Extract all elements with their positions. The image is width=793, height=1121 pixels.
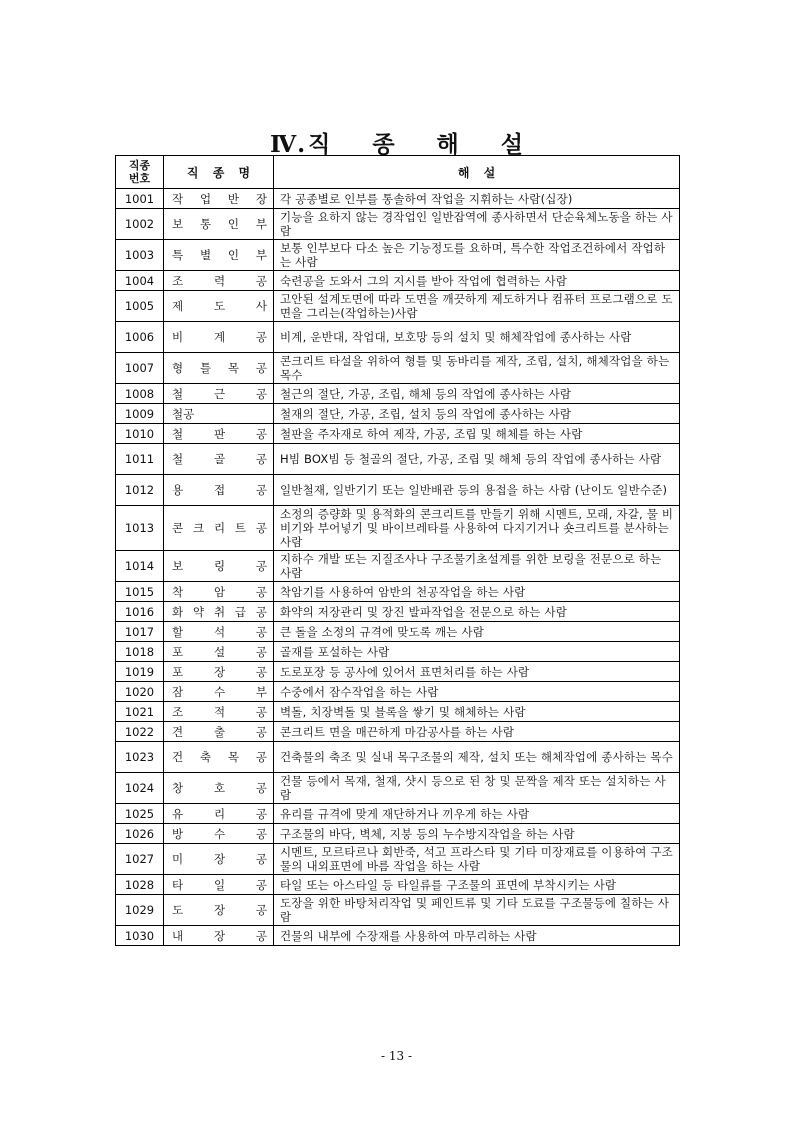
- job-name-char: 공: [255, 483, 267, 497]
- job-name-char: 부: [255, 248, 267, 262]
- job-name-char: 보: [172, 559, 184, 573]
- job-name: [172, 273, 267, 289]
- job-name-char: 철: [172, 406, 184, 421]
- job-name-cell: [164, 240, 274, 271]
- job-name-cell: [164, 722, 274, 742]
- job-description-cell: 지하수 개발 또는 지질조사나 구조물기초설계를 위한 보링을 전문으로 하는 사람: [274, 551, 680, 582]
- job-description-cell: 도장을 위한 바탕처리작업 및 페인트류 및 기타 도료를 구조물등에 칠하는 사람: [274, 895, 680, 926]
- title-text: 직 종 해 설: [308, 131, 523, 158]
- job-code-cell: 1004: [116, 271, 164, 291]
- job-code-cell: 1017: [116, 622, 164, 642]
- job-name-char: 할: [172, 624, 184, 639]
- job-name-cell: [164, 844, 274, 875]
- job-name-char: 수: [213, 826, 226, 841]
- job-name-char: 창: [172, 781, 184, 795]
- job-code-cell: 1003: [116, 240, 164, 271]
- job-name-char: 공: [255, 806, 267, 821]
- job-code-cell: 1023: [116, 742, 164, 773]
- job-name-char: 철: [172, 386, 184, 401]
- job-description-cell: 시멘트, 모르타르나 회반죽, 석고 프라스타 및 기타 미장재료를 이용하여 구조물의 내외표면에 바름 작업을 하는 사람: [274, 844, 680, 875]
- job-name: [172, 584, 267, 600]
- job-description-cell: 벽돌, 치장벽돌 및 블록을 쌓기 및 해체하는 사람: [274, 702, 680, 722]
- job-description-cell: H빔 BOX빔 등 철골의 절단, 가공, 조립 및 해체 등의 작업에 종사하는 사람: [274, 444, 680, 475]
- job-name-char: 공: [255, 559, 267, 573]
- job-name-char: 콘: [172, 521, 184, 535]
- job-name-char: 목: [227, 361, 240, 375]
- job-name: [172, 406, 267, 422]
- job-name-char: 축: [199, 750, 212, 764]
- job-code-cell: 1030: [116, 926, 164, 946]
- job-name-cell: [164, 622, 274, 642]
- job-name-char: 취: [213, 604, 226, 619]
- job-name-char: 공: [255, 330, 267, 344]
- table-row: [116, 642, 680, 662]
- job-name-cell: [164, 475, 274, 506]
- job-description-cell: 기능을 요하지 않는 경작업인 일반잡역에 종사하면서 단순육체노동을 하는 사람: [274, 209, 680, 240]
- job-name-cell: [164, 209, 274, 240]
- job-code-cell: 1025: [116, 804, 164, 824]
- job-name-char: 조: [172, 273, 184, 288]
- job-name-char: 암: [213, 584, 226, 599]
- job-name-char: 출: [213, 724, 226, 739]
- job-name-char: 석: [213, 624, 226, 639]
- table-row: [116, 702, 680, 722]
- table-row: [116, 582, 680, 602]
- job-code-cell: 1029: [116, 895, 164, 926]
- job-description-cell: 도로포장 등 공사에 있어서 표면처리를 하는 사람: [274, 662, 680, 682]
- table-row: [116, 895, 680, 926]
- job-description-cell: 철판을 주자재로 하여 제작, 가공, 조립 및 해체를 하는 사람: [274, 424, 680, 444]
- job-code-cell: 1015: [116, 582, 164, 602]
- job-description-cell: 화약의 저장관리 및 장진 발파작업을 전문으로 하는 사람: [274, 602, 680, 622]
- job-description-cell: 골재를 포설하는 사람: [274, 642, 680, 662]
- job-name-cell: [164, 895, 274, 926]
- job-name: [172, 928, 267, 944]
- job-description-cell: 숙련공을 도와서 그의 지시를 받아 작업에 협력하는 사람: [274, 271, 680, 291]
- job-name-cell: [164, 804, 274, 824]
- job-name-cell: [164, 682, 274, 702]
- job-code-cell: 1018: [116, 642, 164, 662]
- job-code-cell: 1001: [116, 189, 164, 209]
- job-name: [172, 780, 267, 796]
- job-name-cell: [164, 926, 274, 946]
- table-row: [116, 384, 680, 404]
- job-name: [172, 360, 267, 376]
- table-row: [116, 722, 680, 742]
- job-name-char: 통: [199, 217, 212, 231]
- job-name-char: 장: [255, 191, 267, 206]
- job-description-cell: 각 공종별로 인부를 통솔하여 작업을 지휘하는 사람(십장): [274, 189, 680, 209]
- job-code-cell: 1028: [116, 875, 164, 895]
- job-name: [172, 451, 267, 467]
- job-name-char: 제: [172, 299, 184, 313]
- table-row: [116, 844, 680, 875]
- job-name-char: 력: [213, 273, 226, 288]
- job-name: [172, 329, 267, 345]
- job-code-cell: 1010: [116, 424, 164, 444]
- job-description-cell: 철재의 절단, 가공, 조립, 설치 등의 작업에 종사하는 사람: [274, 404, 680, 424]
- job-name: [172, 558, 267, 574]
- job-name-char: 공: [255, 644, 267, 659]
- table-row: [116, 424, 680, 444]
- job-name: [172, 298, 267, 314]
- job-name-char: 트: [234, 521, 247, 535]
- job-code-cell: 1020: [116, 682, 164, 702]
- job-code-cell: 1012: [116, 475, 164, 506]
- job-name: [172, 684, 267, 700]
- job-name: [172, 902, 267, 918]
- job-description-cell: 유리를 규격에 맞게 재단하거나 끼우게 하는 사람: [274, 804, 680, 824]
- job-name-char: 조: [172, 704, 184, 719]
- job-description-cell: 수중에서 잠수작업을 하는 사람: [274, 682, 680, 702]
- table-row: [116, 506, 680, 551]
- job-name-cell: [164, 875, 274, 895]
- job-name-char: 틀: [199, 361, 212, 375]
- job-name-char: 도: [172, 903, 184, 917]
- job-name-char: 견: [172, 724, 184, 739]
- table-row: [116, 353, 680, 384]
- job-name-cell: [164, 824, 274, 844]
- job-name-char: 인: [227, 217, 240, 231]
- job-description-cell: 큰 돌을 소정의 규격에 맞도록 깨는 사람: [274, 622, 680, 642]
- job-name-char: 목: [227, 750, 240, 764]
- table-row: [116, 662, 680, 682]
- job-name-char: 계: [213, 330, 226, 344]
- job-name-char: 접: [213, 483, 226, 497]
- job-description-cell: 고안된 설계도면에 따라 도면을 깨끗하게 제도하거나 컴퓨터 프로그램으로 도면을 그리는(작업하는)사람: [274, 291, 680, 322]
- table-row: [116, 926, 680, 946]
- job-name-cell: [164, 353, 274, 384]
- job-name-cell: [164, 189, 274, 209]
- job-description-cell: 콘크리트 타설을 위하여 형틀 및 동바리를 제작, 조립, 설치, 해체작업을 하는 목수: [274, 353, 680, 384]
- job-name-char: 리: [213, 521, 226, 535]
- job-name-cell: [164, 551, 274, 582]
- table-header-row: [116, 156, 680, 189]
- job-name: [172, 877, 267, 893]
- job-code-cell: 1013: [116, 506, 164, 551]
- job-name-char: 부: [255, 684, 267, 699]
- job-code-cell: 1008: [116, 384, 164, 404]
- job-description-cell: 구조물의 바닥, 벽체, 지붕 등의 누수방지작업을 하는 사람: [274, 824, 680, 844]
- job-name-char: 반: [227, 191, 240, 206]
- job-name-char: 미: [172, 852, 184, 866]
- job-name-char: 공: [255, 852, 267, 866]
- job-name-char: 공: [255, 826, 267, 841]
- job-code-cell: 1005: [116, 291, 164, 322]
- job-description-cell: 콘크리트 면을 매끈하게 마감공사를 하는 사람: [274, 722, 680, 742]
- header-name: 직 종 명: [164, 156, 274, 189]
- job-code-cell: 1024: [116, 773, 164, 804]
- job-description-cell: 철근의 절단, 가공, 조립, 해체 등의 작업에 종사하는 사람: [274, 384, 680, 404]
- job-name-char: 리: [213, 806, 226, 821]
- job-name-char: 골: [213, 452, 226, 466]
- job-code-cell: 1011: [116, 444, 164, 475]
- table-row: [116, 875, 680, 895]
- job-name-char: 공: [255, 521, 267, 535]
- job-code-cell: 1007: [116, 353, 164, 384]
- title-numeral: Ⅳ.: [269, 131, 307, 158]
- job-name-char: 건: [172, 750, 184, 764]
- job-name-char: 수: [213, 684, 226, 699]
- job-name-char: 공: [255, 903, 267, 917]
- job-name-cell: [164, 322, 274, 353]
- job-name-cell: [164, 404, 274, 424]
- job-name-cell: [164, 271, 274, 291]
- job-name: [172, 724, 267, 740]
- job-name-char: 공: [255, 584, 267, 599]
- job-name: [172, 664, 267, 680]
- job-code-cell: 1027: [116, 844, 164, 875]
- job-name-char: 공: [255, 877, 267, 892]
- job-code-cell: 1019: [116, 662, 164, 682]
- job-name: [172, 826, 267, 842]
- job-name: [172, 749, 267, 765]
- job-code-cell: 1002: [116, 209, 164, 240]
- job-name: [172, 520, 267, 536]
- job-description-cell: 착암기를 사용하여 암반의 천공작업을 하는 사람: [274, 582, 680, 602]
- job-name: [172, 482, 267, 498]
- job-name-cell: [164, 662, 274, 682]
- job-name-char: 공: [255, 604, 267, 619]
- table-row: [116, 322, 680, 353]
- table-row: [116, 824, 680, 844]
- job-name-char: 근: [213, 386, 226, 401]
- job-name-char: 방: [172, 826, 184, 841]
- job-name-char: 용: [172, 483, 184, 497]
- job-name: [172, 386, 267, 402]
- job-name-char: 비: [172, 330, 184, 344]
- table-row: [116, 622, 680, 642]
- header-code: [116, 156, 164, 189]
- job-name-char: 급: [234, 604, 247, 619]
- job-name-cell: [164, 424, 274, 444]
- job-name-char: 특: [172, 248, 184, 262]
- job-name-char: 작: [172, 191, 184, 206]
- job-name-char: 타: [172, 877, 184, 892]
- job-name-char: 공: [255, 664, 267, 679]
- job-name-char: 인: [227, 248, 240, 262]
- table-row: [116, 682, 680, 702]
- job-name-cell: [164, 384, 274, 404]
- job-name: [172, 247, 267, 263]
- job-name: [172, 704, 267, 720]
- job-name-cell: [164, 642, 274, 662]
- job-name-char: 포: [172, 664, 184, 679]
- job-name: [172, 851, 267, 867]
- job-name-cell: [164, 602, 274, 622]
- job-name: [172, 426, 267, 442]
- job-name-char: 공: [255, 750, 267, 764]
- job-name-char: 공: [255, 624, 267, 639]
- table-row: [116, 209, 680, 240]
- job-name-char: 내: [172, 928, 184, 943]
- job-code-cell: 1016: [116, 602, 164, 622]
- job-description-cell: 일반철재, 일반기기 또는 일반배관 등의 용접을 하는 사람 (난이도 일반수준): [274, 475, 680, 506]
- job-name-char: 장: [213, 928, 226, 943]
- table-row: [116, 804, 680, 824]
- table-row: [116, 444, 680, 475]
- job-name: [172, 624, 267, 640]
- job-name: [172, 644, 267, 660]
- table-row: [116, 551, 680, 582]
- job-code-cell: 1026: [116, 824, 164, 844]
- page-number: - 13 -: [380, 1049, 412, 1063]
- job-name-cell: [164, 506, 274, 551]
- job-name-char: 크: [192, 521, 205, 535]
- job-name-char: 설: [213, 644, 226, 659]
- job-name-char: 도: [213, 299, 226, 313]
- table-row: [116, 404, 680, 424]
- job-code-cell: 1022: [116, 722, 164, 742]
- job-name-char: 사: [255, 299, 267, 313]
- table-row: [116, 742, 680, 773]
- header-desc: 해 설: [274, 156, 680, 189]
- job-description-table: [115, 155, 680, 946]
- job-name-char: 장: [213, 903, 226, 917]
- job-name-cell: [164, 291, 274, 322]
- job-name-char: 장: [213, 664, 226, 679]
- job-code-cell: 1009: [116, 404, 164, 424]
- job-name-char: 공: [255, 361, 267, 375]
- job-name-char: 약: [192, 604, 205, 619]
- job-name-cell: [164, 742, 274, 773]
- table-row: [116, 240, 680, 271]
- job-code-cell: 1006: [116, 322, 164, 353]
- job-description-cell: 건축물의 축조 및 실내 목구조물의 제작, 설치 또는 해체작업에 종사하는 목수: [274, 742, 680, 773]
- job-name-char: 판: [213, 426, 226, 441]
- header-code-line2: 번호: [128, 172, 151, 185]
- table-row: [116, 475, 680, 506]
- job-name-char: 형: [172, 361, 184, 375]
- job-name-char: 링: [213, 559, 226, 573]
- job-name-cell: [164, 773, 274, 804]
- job-description-cell: 타일 또는 아스타일 등 타일류를 구조물의 표면에 부착시키는 사람: [274, 875, 680, 895]
- header-code-line1: 직종: [128, 159, 151, 172]
- job-name-char: 공: [255, 386, 267, 401]
- job-name-char: 화: [172, 604, 184, 619]
- job-name-cell: [164, 702, 274, 722]
- job-name-char: 철: [172, 452, 184, 466]
- table-row: [116, 271, 680, 291]
- table-row: [116, 773, 680, 804]
- job-name: [172, 604, 267, 620]
- table-row: [116, 291, 680, 322]
- job-name-cell: [164, 582, 274, 602]
- job-name-char: 업: [199, 191, 212, 206]
- job-name-char: 공: [255, 928, 267, 943]
- job-name: [172, 806, 267, 822]
- job-description-cell: 보통 인부보다 다소 높은 기능정도를 요하며, 특수한 작업조건하에서 작업하는 사람: [274, 240, 680, 271]
- job-name-char: 적: [213, 704, 226, 719]
- job-description-cell: 비계, 운반대, 작업대, 보호망 등의 설치 및 해체작업에 종사하는 사람: [274, 322, 680, 353]
- job-name-char: 유: [172, 806, 184, 821]
- job-name-char: 장: [213, 852, 226, 866]
- job-name-cell: [164, 444, 274, 475]
- job-name: [172, 191, 267, 207]
- job-code-cell: 1021: [116, 702, 164, 722]
- job-name-char: 별: [199, 248, 212, 262]
- job-description-cell: 건물의 내부에 수장재를 사용하여 마무리하는 사람: [274, 926, 680, 946]
- job-description-cell: 건물 등에서 목재, 철재, 샷시 등으로 된 창 및 문짝을 제작 또는 설치하는 사람: [274, 773, 680, 804]
- job-name-char: 공: [255, 452, 267, 466]
- job-name-char: 포: [172, 644, 184, 659]
- table-row: [116, 602, 680, 622]
- job-name-char: 공: [255, 273, 267, 288]
- job-name-char: 공: [255, 704, 267, 719]
- job-name-char: 부: [255, 217, 267, 231]
- job-code-cell: 1014: [116, 551, 164, 582]
- job-name-char: 공: [183, 406, 195, 421]
- job-name-char: 보: [172, 217, 184, 231]
- job-name-char: 일: [213, 877, 226, 892]
- job-name-char: 공: [255, 724, 267, 739]
- job-name-char: 공: [255, 781, 267, 795]
- job-name-char: 착: [172, 584, 184, 599]
- job-description-cell: 소정의 증량화 및 용적화의 콘크리트를 만들기 위해 시멘트, 모래, 자갈, 물 비비기와 부어넣기 및 바이브레타를 사용하여 다지기거나 숏크리트를 분사하는 사람: [274, 506, 680, 551]
- job-name-char: 호: [213, 781, 226, 795]
- job-name-char: 공: [255, 426, 267, 441]
- table-row: [116, 189, 680, 209]
- job-name-char: 잠: [172, 684, 184, 699]
- job-name: [172, 216, 267, 232]
- job-name-char: 철: [172, 426, 184, 441]
